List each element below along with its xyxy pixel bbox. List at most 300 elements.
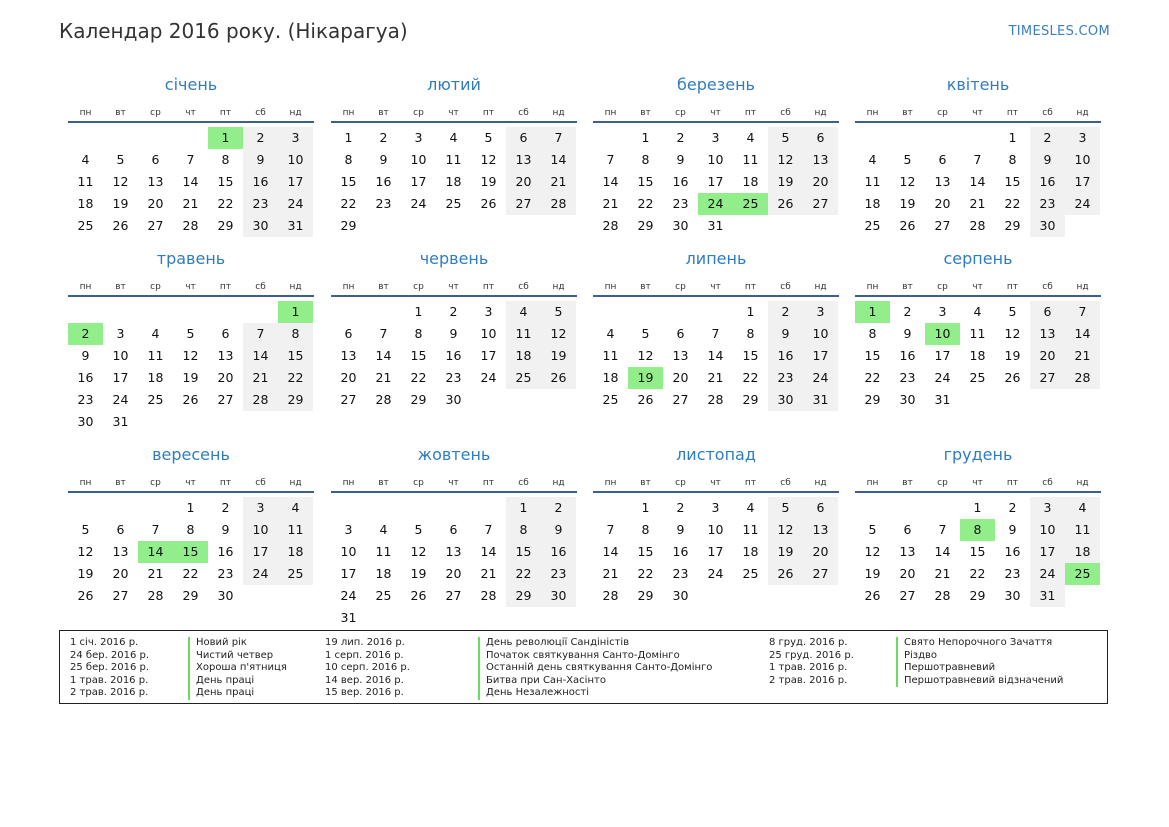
day-cell: 8 [186,522,195,537]
day-cell: 2 [449,304,458,319]
month-4 [68,246,314,433]
weekday-label: ср [413,282,424,292]
day-cell: 11 [506,323,541,345]
day-cell: 22 [864,370,881,385]
day-cell: 14 [243,345,278,367]
holiday-day-cell: 24 [698,193,733,215]
legend-names-col-3 [896,637,1063,687]
day-cell: 29 [742,392,759,407]
day-cell: 20 [217,370,234,385]
page-title: Календар 2016 року. (Нікарагуа) [59,19,408,43]
day-cell: 22 [410,370,427,385]
day-cell: 1 [973,500,982,515]
weekday-label: сб [780,108,791,118]
day-cell: 20 [899,566,916,581]
empty-cell [208,301,243,323]
day-cell: 16 [243,171,278,193]
empty-cell [593,301,628,323]
legend-date: 2 трав. 2016 р. [769,674,848,686]
day-cell: 12 [768,149,803,171]
month-7 [855,246,1101,411]
weekday-label: вт [378,108,389,118]
legend-date: 24 бер. 2016 р. [70,649,150,661]
day-cell: 3 [803,301,838,323]
day-cell: 20 [803,541,838,563]
day-cell: 6 [676,326,685,341]
weekday-label: пн [604,478,617,488]
day-grid [593,493,839,607]
day-cell: 4 [746,500,755,515]
day-cell: 24 [340,588,357,603]
weekday-header [855,98,1101,123]
empty-cell [890,127,925,149]
day-cell: 31 [112,414,129,429]
day-cell: 21 [934,566,951,581]
day-cell: 14 [602,174,619,189]
weekday-label: пт [219,282,232,292]
legend-names-col-2 [478,637,712,700]
day-cell: 19 [768,171,803,193]
month-9 [331,442,577,629]
day-cell: 5 [541,301,576,323]
day-cell: 18 [147,370,164,385]
day-cell: 18 [969,348,986,363]
day-cell: 27 [147,218,164,233]
empty-cell [925,127,960,149]
empty-cell [471,497,506,519]
legend-holiday: Хороша п'ятниця [196,662,287,673]
legend-date: 1 трав. 2016 р. [70,674,149,686]
day-cell: 9 [81,348,90,363]
day-cell: 8 [746,326,755,341]
weekday-label: пн [866,108,879,118]
legend-holiday: День праці [196,674,255,686]
day-cell: 14 [602,544,619,559]
day-cell: 21 [602,196,619,211]
day-cell: 20 [934,196,951,211]
day-cell: 9 [221,522,230,537]
day-cell: 2 [541,497,576,519]
month-title: травень [156,249,226,268]
day-cell: 2 [379,130,388,145]
day-cell: 8 [414,326,423,341]
day-cell: 4 [1065,497,1100,519]
day-cell: 4 [506,301,541,323]
day-cell: 17 [112,370,129,385]
month-11 [855,442,1101,607]
day-cell: 26 [864,588,881,603]
day-cell: 9 [768,323,803,345]
day-cell: 2 [768,301,803,323]
day-cell: 1 [414,304,423,319]
month-8 [68,442,314,607]
day-cell: 3 [243,497,278,519]
day-cell: 5 [1008,304,1017,319]
weekday-label: нд [289,478,302,488]
day-cell: 28 [182,218,199,233]
empty-cell [68,127,103,149]
weekday-label: чт [448,282,459,292]
weekday-label: чт [972,108,983,118]
day-cell: 31 [803,389,838,411]
day-cell: 18 [375,566,392,581]
legend-holiday: Останній день святкування Санто-Домінго [486,662,713,673]
day-cell: 25 [375,588,392,603]
day-cell: 13 [803,149,838,171]
day-cell: 7 [606,522,615,537]
weekday-label: нд [289,282,302,292]
legend-holiday: Першотравневий відзначений [904,674,1064,686]
day-cell: 22 [637,196,654,211]
day-cell: 14 [182,174,199,189]
day-cell: 22 [742,370,759,385]
day-cell: 6 [506,127,541,149]
day-cell: 17 [480,348,497,363]
weekday-label: вт [115,282,126,292]
day-cell: 23 [672,196,689,211]
weekday-label: пн [79,282,92,292]
day-cell: 18 [742,174,759,189]
brand-link[interactable]: TIMESLES.COM [1008,24,1110,39]
legend-date: 1 січ. 2016 р. [70,637,139,648]
day-cell: 17 [1065,171,1100,193]
day-cell: 8 [641,152,650,167]
weekday-header [68,272,314,297]
weekday-label: пт [744,478,757,488]
day-cell: 16 [672,174,689,189]
day-grid [855,123,1101,237]
day-cell: 21 [147,566,164,581]
weekday-label: ср [413,478,424,488]
day-cell: 4 [151,326,160,341]
weekday-label: пн [604,108,617,118]
day-cell: 8 [1008,152,1017,167]
day-cell: 15 [637,544,654,559]
day-grid [855,493,1101,607]
day-cell: 19 [182,370,199,385]
day-cell: 8 [344,152,353,167]
empty-cell [401,497,436,519]
day-cell: 13 [899,544,916,559]
weekday-label: нд [814,108,827,118]
day-cell: 28 [375,392,392,407]
day-cell: 21 [707,370,724,385]
weekday-label: нд [1076,108,1089,118]
day-cell: 26 [1004,370,1021,385]
day-cell: 6 [449,522,458,537]
weekday-label: сб [518,478,529,488]
day-cell: 12 [541,323,576,345]
empty-cell [103,127,138,149]
day-cell: 13 [147,174,164,189]
weekday-label: вт [378,282,389,292]
legend-names-col-1 [188,637,287,700]
day-cell: 22 [1004,196,1021,211]
day-cell: 27 [672,392,689,407]
day-cell: 25 [445,196,462,211]
day-cell: 24 [112,392,129,407]
day-cell: 15 [278,345,313,367]
weekday-label: ср [937,108,948,118]
month-title: лютий [427,75,481,94]
day-cell: 24 [410,196,427,211]
day-cell: 21 [541,171,576,193]
day-cell: 4 [868,152,877,167]
legend-holiday: Чистий четвер [196,649,274,661]
weekday-label: чт [185,282,196,292]
day-cell: 5 [768,497,803,519]
day-cell: 19 [1004,348,1021,363]
weekday-label: чт [710,108,721,118]
day-cell: 29 [637,218,654,233]
day-cell: 5 [414,522,423,537]
day-cell: 19 [541,345,576,367]
day-cell: 7 [711,326,720,341]
day-cell: 3 [484,304,493,319]
month-6 [593,246,839,411]
legend-dates-col-2 [325,637,410,700]
day-cell: 23 [899,370,916,385]
day-cell: 22 [637,566,654,581]
weekday-label: пт [1006,282,1019,292]
day-cell: 31 [707,218,724,233]
day-cell: 12 [480,152,497,167]
day-cell: 27 [506,193,541,215]
weekday-label: ср [675,108,686,118]
holiday-day-cell: 1 [208,127,243,149]
day-cell: 27 [217,392,234,407]
day-grid [593,297,839,411]
legend-holiday: Різдво [904,649,938,661]
day-cell: 30 [672,218,689,233]
month-0 [68,72,314,237]
legend-date: 25 груд. 2016 р. [769,649,854,661]
day-cell: 30 [899,392,916,407]
day-cell: 5 [116,152,125,167]
day-cell: 29 [410,392,427,407]
day-cell: 28 [541,193,576,215]
day-cell: 11 [375,544,392,559]
day-cell: 25 [506,367,541,389]
day-cell: 10 [112,348,129,363]
weekday-label: чт [448,108,459,118]
legend-dates-col-3 [769,637,854,687]
day-cell: 6 [1030,301,1065,323]
day-cell: 6 [938,152,947,167]
weekday-label: пн [866,478,879,488]
day-cell: 4 [81,152,90,167]
day-cell: 3 [116,326,125,341]
day-grid [68,493,314,607]
day-cell: 30 [77,414,94,429]
day-cell: 15 [506,541,541,563]
day-cell: 9 [379,152,388,167]
day-cell: 23 [768,367,803,389]
day-cell: 3 [1030,497,1065,519]
empty-cell [243,301,278,323]
holiday-day-cell: 15 [173,541,208,563]
day-cell: 19 [410,566,427,581]
empty-cell [366,301,401,323]
empty-cell [855,497,890,519]
day-cell: 7 [541,127,576,149]
day-cell: 29 [506,585,541,607]
day-cell: 10 [707,522,724,537]
holiday-day-cell: 25 [733,193,768,215]
day-grid [855,297,1101,411]
day-cell: 24 [707,566,724,581]
day-cell: 28 [147,588,164,603]
day-cell: 17 [278,171,313,193]
day-cell: 3 [278,127,313,149]
day-cell: 23 [672,566,689,581]
legend-dates-col-1 [70,637,149,700]
day-cell: 9 [676,522,685,537]
day-cell: 12 [864,544,881,559]
day-cell: 13 [445,544,462,559]
weekday-label: сб [255,478,266,488]
day-cell: 19 [864,566,881,581]
weekday-label: ср [413,108,424,118]
day-cell: 8 [506,519,541,541]
legend-date: 19 лип. 2016 р. [325,637,405,648]
day-cell: 28 [480,588,497,603]
day-cell: 11 [1065,519,1100,541]
day-cell: 25 [969,370,986,385]
day-cell: 17 [707,544,724,559]
legend-date: 1 трав. 2016 р. [769,662,848,673]
empty-cell [138,497,173,519]
day-cell: 2 [676,130,685,145]
day-cell: 1 [1008,130,1017,145]
day-cell: 12 [182,348,199,363]
legend-holiday: Новий рік [196,637,247,648]
day-cell: 13 [340,348,357,363]
day-cell: 21 [602,566,619,581]
day-cell: 4 [449,130,458,145]
day-cell: 8 [868,326,877,341]
day-cell: 20 [112,566,129,581]
weekday-label: сб [780,282,791,292]
day-cell: 23 [243,193,278,215]
day-cell: 4 [379,522,388,537]
day-cell: 8 [278,323,313,345]
day-cell: 16 [375,174,392,189]
day-cell: 30 [768,389,803,411]
day-cell: 29 [340,218,357,233]
day-cell: 7 [938,522,947,537]
weekday-label: чт [972,282,983,292]
weekday-label: вт [640,108,651,118]
day-cell: 13 [672,348,689,363]
day-cell: 24 [803,367,838,389]
legend-holiday: Битва при Сан-Хасінто [486,674,606,686]
empty-cell [925,497,960,519]
day-cell: 3 [1065,127,1100,149]
day-cell: 25 [602,392,619,407]
day-cell: 25 [864,218,881,233]
weekday-label: вт [902,282,913,292]
day-cell: 18 [77,196,94,211]
month-title: вересень [152,445,230,464]
day-cell: 9 [541,519,576,541]
legend-holiday: День Незалежності [486,687,590,698]
day-cell: 4 [278,497,313,519]
day-cell: 24 [278,193,313,215]
legend-date: 8 груд. 2016 р. [769,637,848,648]
empty-cell [138,301,173,323]
day-cell: 13 [217,348,234,363]
day-cell: 14 [375,348,392,363]
day-cell: 3 [711,500,720,515]
day-cell: 3 [938,304,947,319]
day-cell: 9 [676,152,685,167]
weekday-label: вт [902,108,913,118]
day-cell: 26 [768,193,803,215]
day-cell: 4 [606,326,615,341]
day-cell: 19 [899,196,916,211]
month-3 [855,72,1101,237]
weekday-label: нд [552,282,565,292]
holiday-day-cell: 8 [960,519,995,541]
holiday-day-cell: 10 [925,323,960,345]
month-10 [593,442,839,607]
day-cell: 22 [506,563,541,585]
day-cell: 24 [243,563,278,585]
day-cell: 27 [899,588,916,603]
day-cell: 10 [278,149,313,171]
day-cell: 5 [868,522,877,537]
legend-holiday: День революції Сандіністів [486,637,630,648]
day-cell: 17 [410,174,427,189]
month-1 [331,72,577,237]
weekday-label: пт [482,478,495,488]
day-grid [593,123,839,237]
empty-cell [698,301,733,323]
day-cell: 31 [278,215,313,237]
day-cell: 5 [81,522,90,537]
day-cell: 16 [77,370,94,385]
weekday-label: чт [185,478,196,488]
day-cell: 19 [112,196,129,211]
day-cell: 15 [410,348,427,363]
weekday-label: чт [448,478,459,488]
day-cell: 6 [803,127,838,149]
day-cell: 25 [147,392,164,407]
weekday-label: ср [937,478,948,488]
month-title: листопад [676,445,756,464]
day-cell: 1 [746,304,755,319]
day-cell: 27 [934,218,951,233]
day-cell: 15 [864,348,881,363]
day-cell: 29 [1004,218,1021,233]
day-cell: 17 [934,348,951,363]
day-cell: 14 [541,149,576,171]
day-cell: 10 [1065,149,1100,171]
day-cell: 6 [116,522,125,537]
day-cell: 7 [186,152,195,167]
day-cell: 10 [803,323,838,345]
empty-cell [890,497,925,519]
day-cell: 30 [541,585,576,607]
day-cell: 7 [973,152,982,167]
day-cell: 23 [541,563,576,585]
empty-cell [628,301,663,323]
weekday-label: пт [1006,108,1019,118]
holiday-day-cell: 19 [628,367,663,389]
day-cell: 10 [410,152,427,167]
day-cell: 23 [445,370,462,385]
